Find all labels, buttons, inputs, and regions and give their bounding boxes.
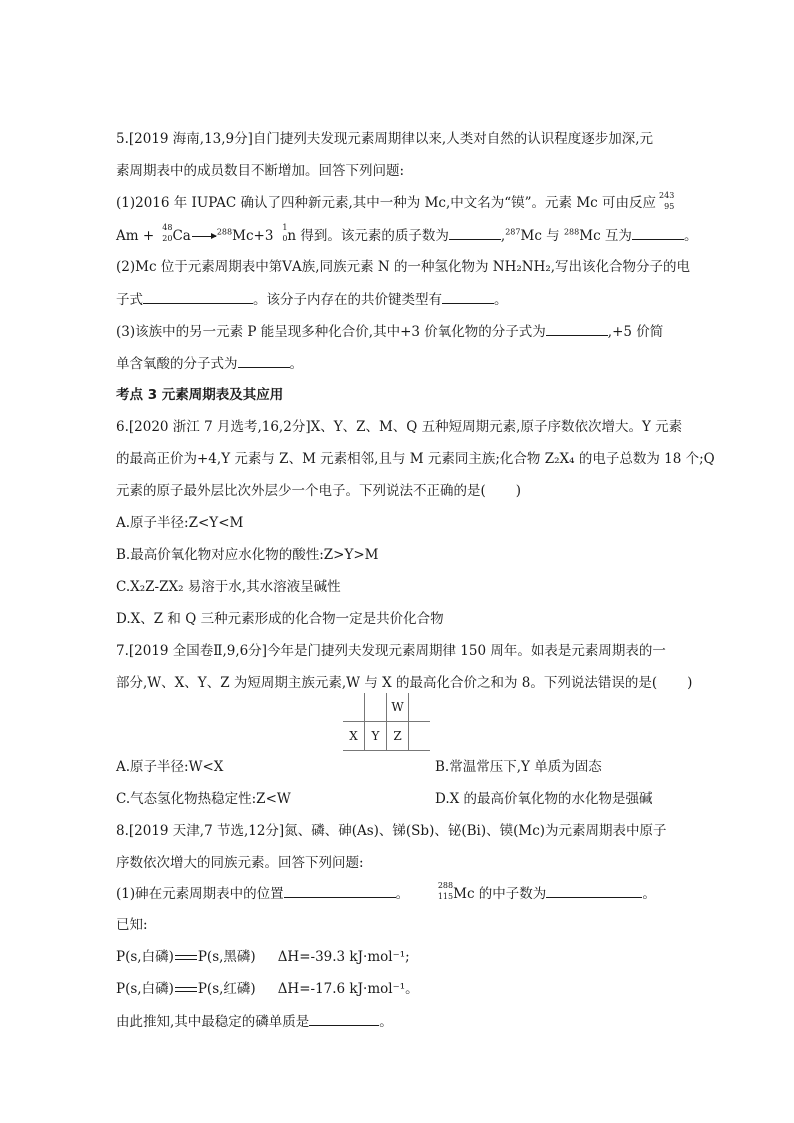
table-row: W	[343, 693, 430, 722]
answer-blank[interactable]	[238, 354, 290, 368]
reaction-arrow	[192, 236, 216, 237]
answer-blank[interactable]	[309, 1012, 379, 1026]
q5-line-2: 素周期表中的成员数目不断增加。回答下列问题:	[116, 163, 405, 179]
q5-line-1: 5.[2019 海南,13,9分]自门捷列夫发现元素周期律以来,人类对自然的认识程度逐步加深,元	[116, 131, 653, 147]
q7-option-d[interactable]: D.X 的最高价氧化物的水化物是强碱	[435, 791, 653, 807]
answer-blank[interactable]	[632, 226, 684, 240]
answer-blank[interactable]	[143, 290, 253, 304]
q8-reaction-2: P(s,白磷) P(s,红磷) ΔH=-17.6 kJ·mol⁻¹。	[116, 981, 419, 997]
mc-nuclide: 288 115	[437, 881, 454, 901]
q7-option-b[interactable]: B.常温常压下,Y 单质为固态	[435, 759, 602, 775]
answer-blank[interactable]	[442, 290, 494, 304]
q5-line-5: (2)Mc 位于元素周期表中第ⅤA族,同族元素 N 的一种氢化物为 NH₂NH₂,写出该化合物分子的电	[116, 259, 691, 275]
q6-option-d[interactable]: D.X、Z 和 Q 三种元素形成的化合物一定是共价化合物	[116, 611, 444, 627]
q6-line-1: 6.[2020 浙江 7 月选考,16,2分]X、Y、Z、M、Q 五种短周期元素,原子序数依次增大。Y 元素	[116, 419, 683, 435]
q8-line-6: 由此推知,其中最稳定的磷单质是 。	[116, 1014, 393, 1030]
q7-option-c[interactable]: C.气态氢化物热稳定性:Z<W	[116, 791, 291, 807]
q5-line-7: (3)该族中的另一元素 P 能呈现多种化合价,其中+3 价氧化物的分子式为 ,+5 价简	[116, 324, 664, 340]
ca-nuclide: 48 20	[162, 223, 173, 243]
answer-blank[interactable]	[284, 884, 396, 898]
q6-option-a[interactable]: A.原子半径:Z<Y<M	[116, 515, 244, 531]
table-row: X Y Z	[343, 722, 430, 751]
q5-line-3: (1)2016 年 IUPAC 确认了四种新元素,其中一种为 Mc,中文名为“镆”。元素 Mc 可由反应 243 95	[116, 191, 675, 211]
q7-line-1: 7.[2019 全国卷Ⅱ,9,6分]今年是门捷列夫发现元素周期律 150 周年。如表是元素周期表的一	[116, 643, 666, 659]
answer-blank[interactable]	[449, 226, 501, 240]
q5-line-6: 子式 。该分子内存在的共价键类型有 。	[116, 292, 508, 308]
q6-line-3: 元素的原子最外层比次外层少一个电子。下列说法不正确的是( )	[116, 483, 522, 499]
q8-reaction-1: P(s,白磷) P(s,黑磷) ΔH=-39.3 kJ·mol⁻¹;	[116, 949, 410, 965]
section-heading: 考点 3 元素周期表及其应用	[116, 387, 284, 403]
q7-option-a[interactable]: A.原子半径:W<X	[116, 759, 224, 775]
neutron-nuclide: 1 0	[282, 223, 288, 243]
q8-line-1: 8.[2019 天津,7 节选,12分]氮、磷、砷(As)、锑(Sb)、铋(Bi)、镆(Mc)为元素周期表中原子	[116, 823, 667, 839]
q8-known: 已知:	[116, 917, 148, 933]
q8-line-2: 序数依次增大的同族元素。回答下列问题:	[116, 855, 364, 871]
answer-blank[interactable]	[546, 322, 608, 336]
q5-line-8: 单含氧酸的分子式为 。	[116, 356, 303, 372]
q7-line-2: 部分,W、X、Y、Z 为短周期主族元素,W 与 X 的最高化合价之和为 8。下列说法错误的是( )	[116, 675, 693, 691]
q6-option-b[interactable]: B.最高价氧化物对应水化物的酸性:Z>Y>M	[116, 547, 379, 563]
equals-sign	[175, 987, 197, 993]
q6-line-2: 的最高正价为+4,Y 元素与 Z、M 元素相邻,且与 M 元素同主族;化合物 Z₂X₄ 的电子总数为 18 个;Q	[116, 451, 715, 467]
periodic-table-fragment	[343, 693, 430, 751]
q8-line-3: (1)砷在元素周期表中的位置 。 288 115 Mc 的中子数为 。	[116, 881, 656, 902]
answer-blank[interactable]	[546, 884, 642, 898]
equals-sign	[175, 955, 197, 961]
q6-option-c[interactable]: C.X₂Z-ZX₂ 易溶于水,其水溶液呈碱性	[116, 579, 341, 595]
q5-line-4: Am + 48 20 Ca $^{288}$Mc+3 1 0 n 得到。该元素的质子数为 ,$^{287}$Mc 与 $^{288}$Mc 互为 。	[116, 223, 698, 244]
am-nuclide: 243 95	[659, 191, 675, 211]
